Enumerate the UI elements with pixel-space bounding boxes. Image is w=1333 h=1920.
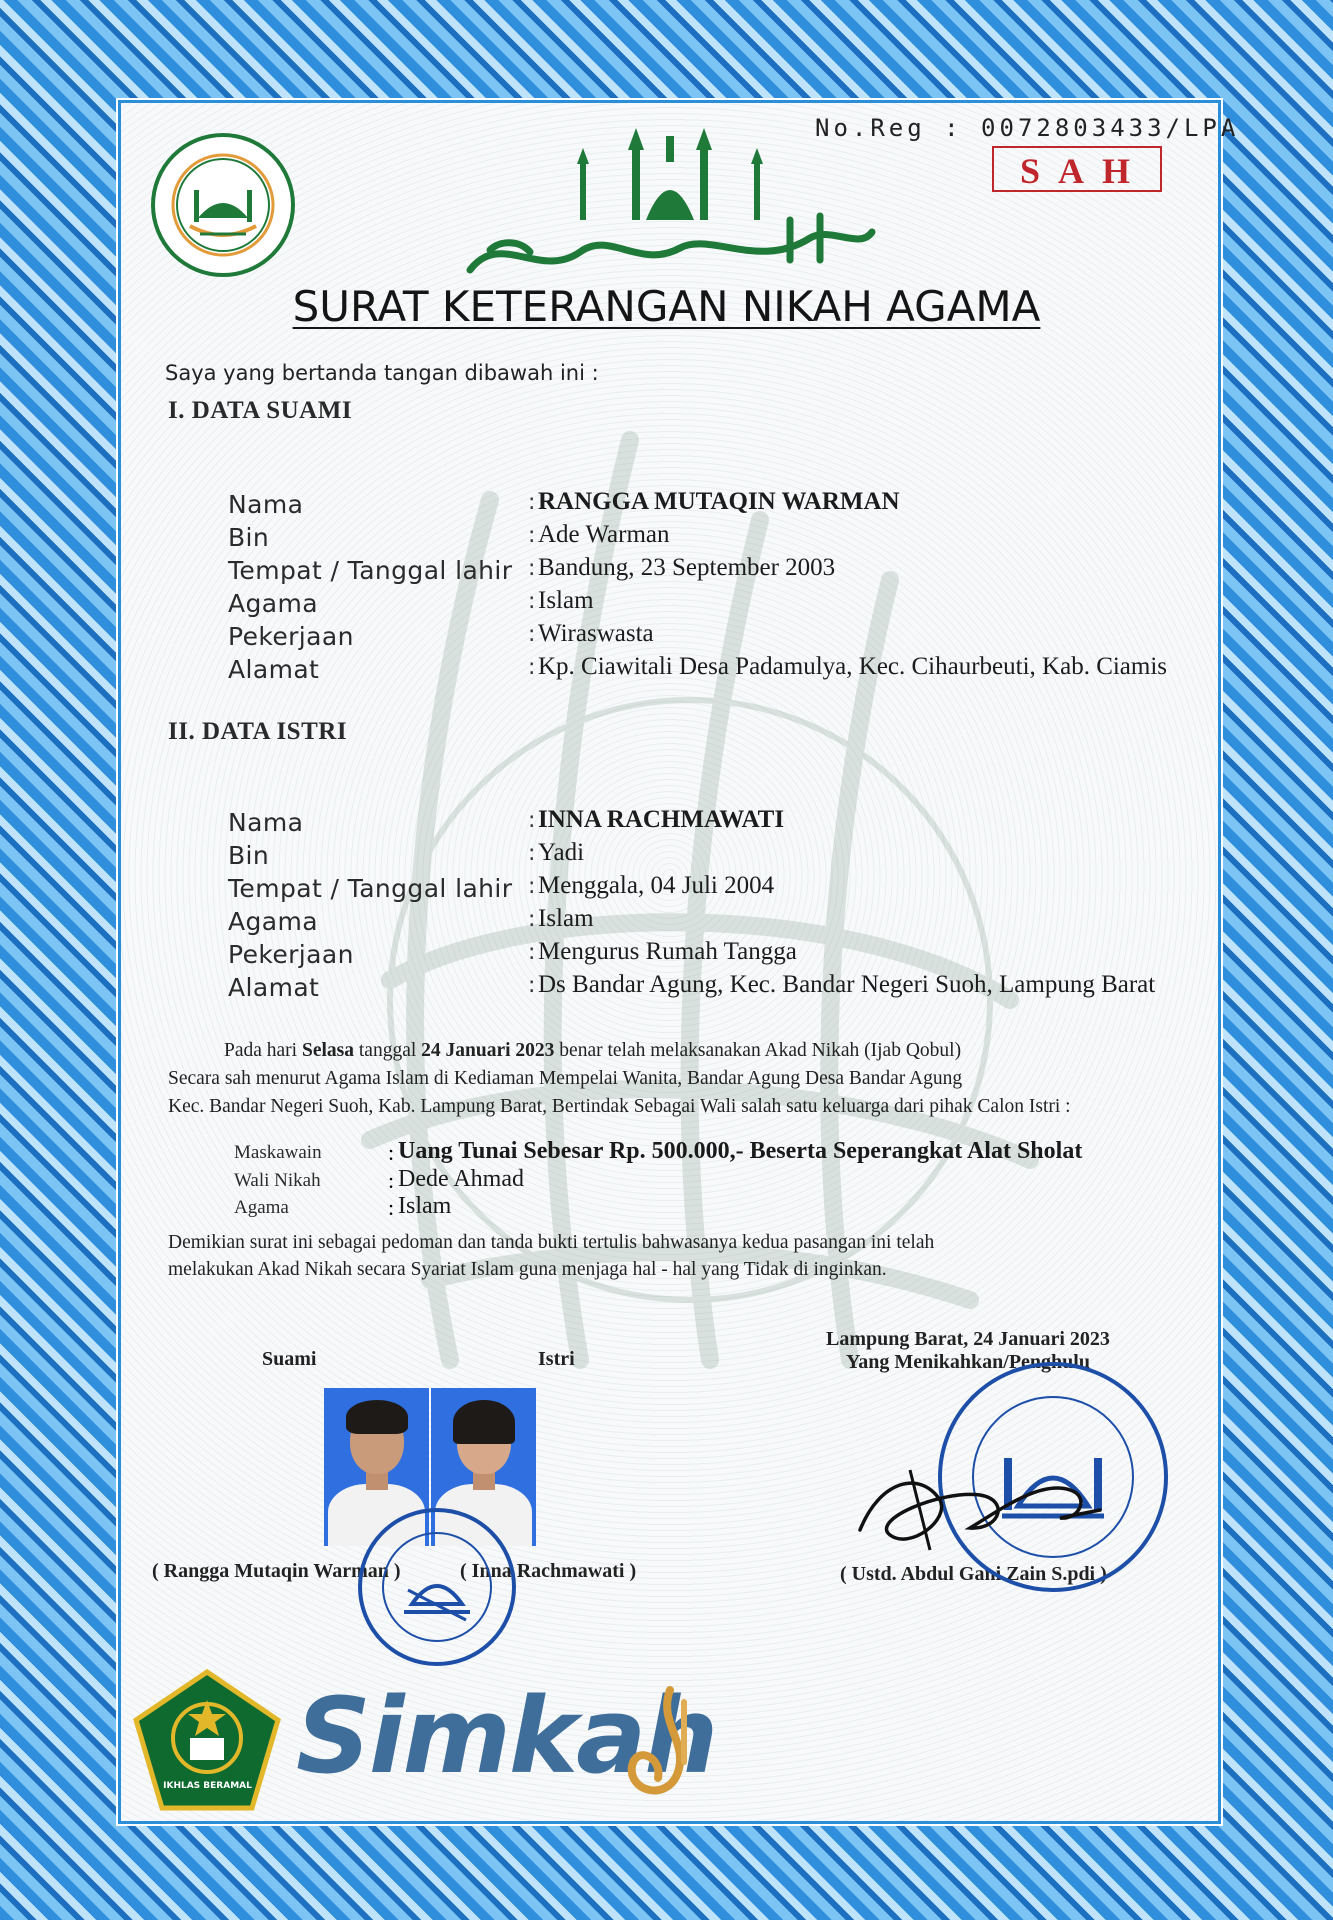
closing-line-2: melakukan Akad Nikah secara Syariat Islam guna menjaga hal - hal yang Tidak di inginkan. (168, 1259, 887, 1280)
istri-name-signature: ( Inna Rachmawati ) (460, 1560, 637, 1582)
akad-day: Selasa (301, 1040, 354, 1061)
akad-paragraph-line-2: Secara sah menurut Agama Islam di Kediaman Mempelai Wanita, Bandar Agung Desa Bandar Agung (168, 1068, 963, 1089)
field-label: Alamat (228, 655, 320, 684)
field-value: Islam (538, 587, 594, 614)
suami-field-bin: Bin : Ade Warman (228, 521, 670, 552)
field-label: Tempat / Tanggal lahir (228, 556, 513, 585)
field-value: RANGGA MUTAQIN WARMAN (538, 488, 900, 515)
suami-name-signature: ( Rangga Mutaqin Warman ) (152, 1560, 401, 1582)
field-label: Agama (228, 907, 318, 936)
closing-line-1: Demikian surat ini sebagai pedoman dan tanda bukti tertulis bahwasanya kedua pasangan ini telah (168, 1232, 935, 1253)
field-value: INNA RACHMAWATI (538, 806, 785, 833)
suami-field-pekerjaan: Pekerjaan : Wiraswasta (228, 620, 654, 651)
officiant-label: Yang Menikahkan/Penghulu (846, 1351, 1090, 1373)
officiant-signature (850, 1440, 1110, 1560)
document-title: SURAT KETERANGAN NIKAH AGAMA (292, 282, 1041, 331)
suami-field-alamat: Alamat : Kp. Ciawitali Desa Padamulya, Kec. Cihaurbeuti, Kab. Ciamis (228, 653, 1168, 684)
detail-label: Maskawain (234, 1142, 322, 1163)
field-label: Bin (228, 523, 270, 552)
kemenag-motto: IKHLAS BERAMAL (163, 1781, 252, 1791)
field-value: Wiraswasta (538, 620, 654, 647)
akad-paragraph-line-3: Kec. Bandar Negeri Suoh, Kab. Lampung Barat, Bertindak Sebagai Wali salah satu keluarga dari pihak Calon Istri : (168, 1096, 1071, 1117)
field-value: Ds Bandar Agung, Kec. Bandar Negeri Suoh, Lampung Barat (538, 971, 1156, 998)
field-label: Tempat / Tanggal lahir (228, 874, 513, 903)
blue-stamp-photos (358, 1508, 516, 1666)
majelis-logo-seal (150, 132, 296, 278)
section-heading-suami: I. DATA SUAMI (168, 397, 353, 424)
istri-field-ttl: Tempat / Tanggal lahir : Menggala, 04 Juli 2004 (228, 872, 775, 903)
akad-paragraph-line-1: Pada hari Selasa tanggal 24 Januari 2023 benar telah melaksanakan Akad Nikah (Ijab Qobul) (224, 1040, 962, 1061)
field-value: Ade Warman (538, 521, 670, 548)
suami-field-ttl: Tempat / Tanggal lahir : Bandung, 23 September 2003 (228, 554, 836, 585)
gold-calligraphy-logo (618, 1682, 708, 1814)
place-date: Lampung Barat, 24 Januari 2023 (826, 1328, 1110, 1350)
field-value: Menggala, 04 Juli 2004 (538, 872, 775, 899)
istri-field-alamat: Alamat : Ds Bandar Agung, Kec. Bandar Negeri Suoh, Lampung Barat (228, 971, 1156, 1002)
akad-detail-wali: Wali Nikah : Dede Ahmad (234, 1166, 524, 1193)
field-label: Nama (228, 808, 304, 837)
section-heading-istri: II. DATA ISTRI (168, 718, 348, 745)
sah-stamp: SAH (992, 146, 1162, 192)
field-label: Bin (228, 841, 270, 870)
field-value: Kp. Ciawitali Desa Padamulya, Kec. Cihaurbeuti, Kab. Ciamis (538, 653, 1168, 680)
intro-text: Saya yang bertanda tangan dibawah ini : (165, 361, 599, 385)
istri-field-nama: Nama : INNA RACHMAWATI (228, 806, 785, 837)
detail-value: Dede Ahmad (398, 1166, 524, 1192)
field-value: Bandung, 23 September 2003 (538, 554, 836, 581)
istri-field-agama: Agama : Islam (228, 905, 594, 936)
field-label: Pekerjaan (228, 622, 354, 651)
akad-detail-agama: Agama : Islam (234, 1193, 452, 1220)
field-label: Alamat (228, 973, 320, 1002)
field-value: Mengurus Rumah Tangga (538, 938, 797, 965)
istri-field-pekerjaan: Pekerjaan : Mengurus Rumah Tangga (228, 938, 797, 969)
field-value: Islam (538, 905, 594, 932)
detail-value: Uang Tunai Sebesar Rp. 500.000,- Beserta Seperangkat Alat Sholat (398, 1138, 1083, 1164)
field-label: Agama (228, 589, 318, 618)
detail-label: Wali Nikah (234, 1170, 321, 1191)
field-label: Pekerjaan (228, 940, 354, 969)
registration-number: No.Reg : 0072803433/LPA (815, 114, 1240, 142)
suami-field-agama: Agama : Islam (228, 587, 594, 618)
istri-field-bin: Bin : Yadi (228, 839, 585, 870)
detail-label: Agama (234, 1197, 289, 1218)
akad-date: 24 Januari 2023 (421, 1040, 555, 1061)
simkah-logo: Simkah (296, 1675, 717, 1797)
field-value: Yadi (538, 839, 585, 866)
stamp-mosque-icon (362, 1512, 512, 1662)
basmalah-mosque-emblem (460, 120, 880, 288)
field-label: Nama (228, 490, 304, 519)
suami-signature-label: Suami (262, 1348, 317, 1370)
detail-value: Islam (398, 1193, 452, 1219)
akad-detail-maskawain: Maskawain : Uang Tunai Sebesar Rp. 500.000,- Beserta Seperangkat Alat Sholat (234, 1138, 1083, 1165)
suami-field-nama: Nama : RANGGA MUTAQIN WARMAN (228, 488, 900, 519)
officiant-name-signature: ( Ustd. Abdul Gani Zain S.pdi ) (840, 1563, 1107, 1585)
istri-signature-label: Istri (538, 1348, 575, 1370)
